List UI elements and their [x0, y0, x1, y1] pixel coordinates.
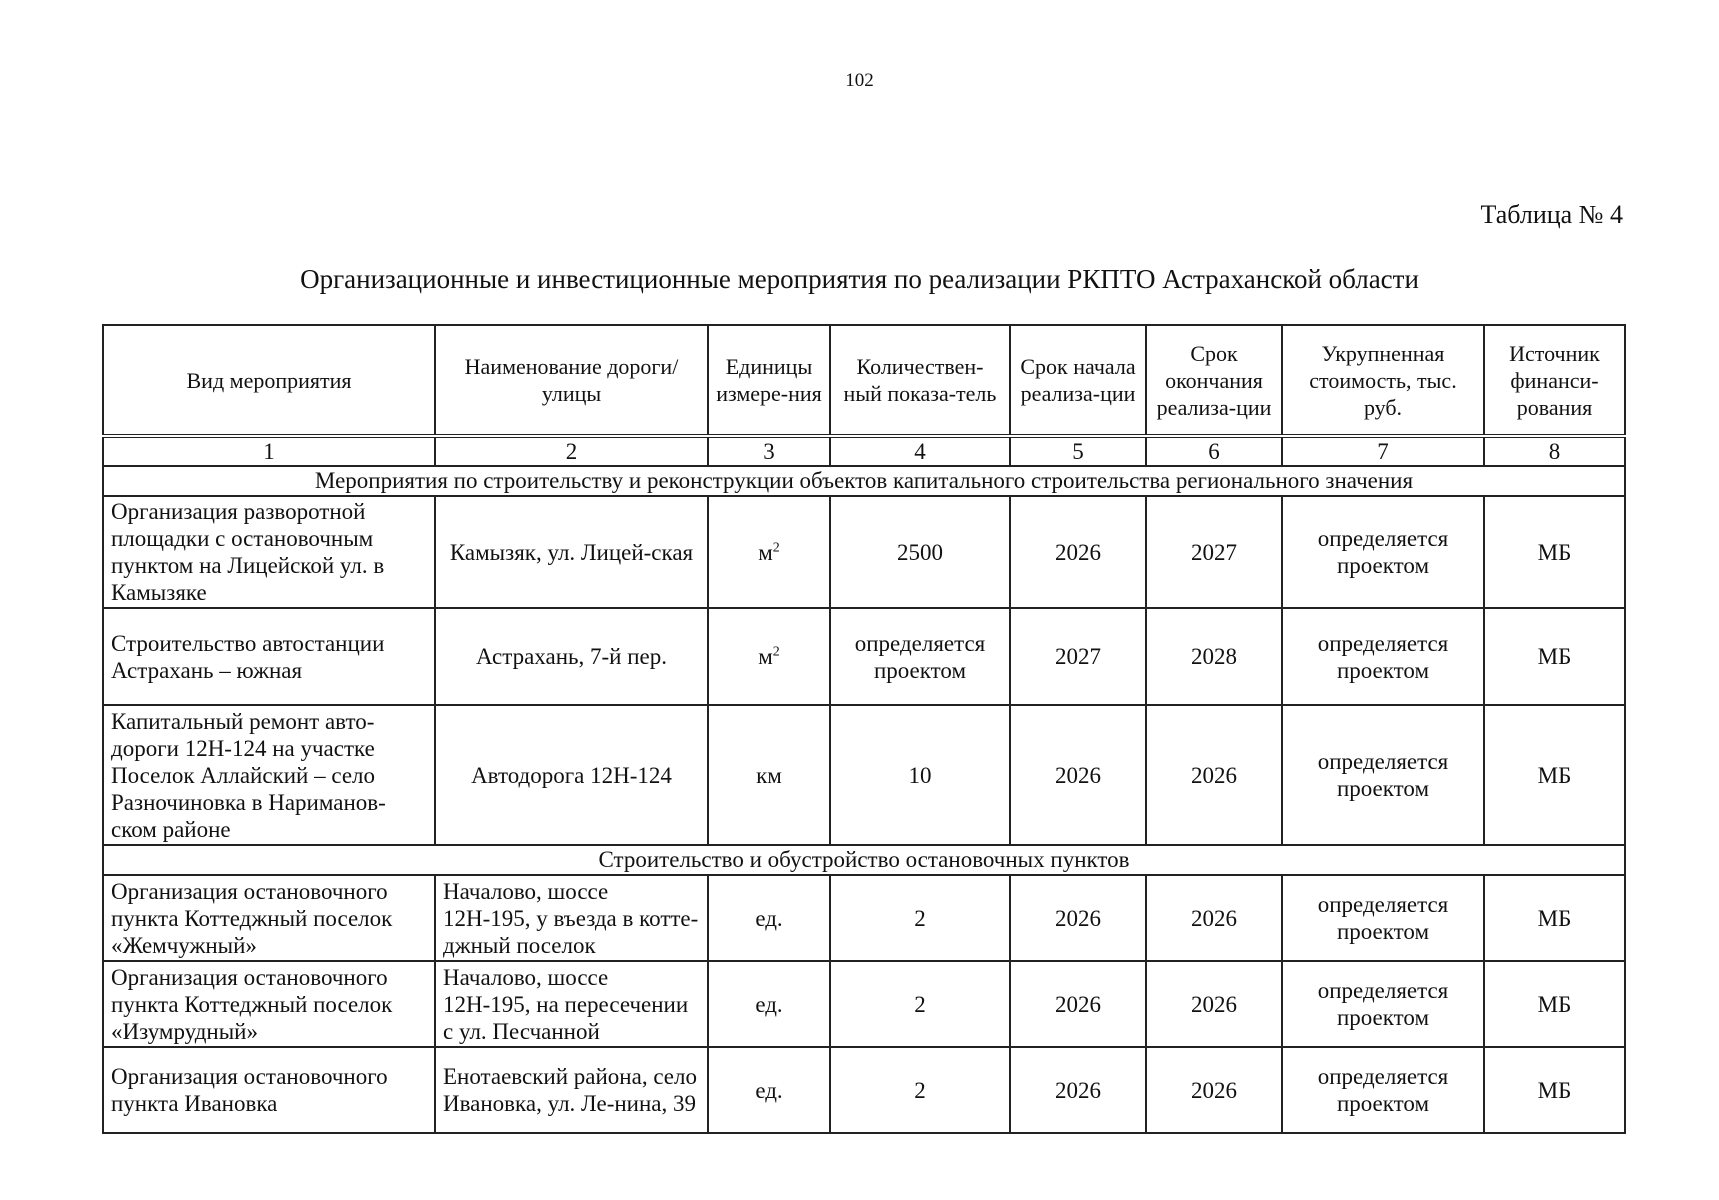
cell-unit [708, 875, 830, 961]
table-caption: Таблица № 4 [1480, 200, 1623, 229]
page-number: 102 [845, 70, 874, 91]
cell-quantity: 10 [830, 705, 1010, 845]
cell-funding-source: МБ [1484, 608, 1625, 705]
cell-end-year: 2026 [1146, 1047, 1282, 1133]
cell-start-year: 2026 [1010, 875, 1146, 961]
table-row [103, 961, 1625, 1047]
table-row [103, 1047, 1625, 1133]
cell-measure-type: Организация остановочного пункта Коттеджный поселок «Изумрудный» [103, 961, 435, 1047]
cell-road: Началово, шоссе 12Н-195, у въезда в котте-джный поселок [435, 875, 708, 961]
unit-superscript: 2 [772, 644, 780, 660]
cell-cost: определяется проектом [1282, 705, 1484, 845]
section-heading-row [103, 466, 1625, 496]
col-header-road: Наименование дороги/ улицы [435, 325, 708, 436]
column-number: 4 [830, 436, 1010, 466]
table-row [103, 705, 1625, 845]
cell-end-year: 2026 [1146, 961, 1282, 1047]
column-number: 3 [708, 436, 830, 466]
cell-funding-source: МБ [1484, 1047, 1625, 1133]
column-number: 1 [103, 436, 435, 466]
column-number: 7 [1282, 436, 1484, 466]
unit-text: ед. [755, 991, 783, 1017]
table-row [103, 496, 1625, 608]
column-number: 8 [1484, 436, 1625, 466]
cell-measure-type: Организация остановочного пункта Коттеджный поселок «Жемчужный» [103, 875, 435, 961]
cell-road: Камызяк, ул. Лицей-ская [435, 496, 708, 608]
cell-funding-source: МБ [1484, 496, 1625, 608]
col-header-cost: Укрупненная стоимость, тыс. руб. [1282, 325, 1484, 436]
unit-text: км [756, 762, 782, 788]
cell-unit [708, 705, 830, 845]
cell-unit [708, 1047, 830, 1133]
header-row [103, 325, 1625, 436]
cell-road: Астрахань, 7-й пер. [435, 608, 708, 705]
table-row [103, 875, 1625, 961]
column-number: 5 [1010, 436, 1146, 466]
cell-cost: определяется проектом [1282, 961, 1484, 1047]
cell-measure-type: Капитальный ремонт авто-дороги 12Н-124 на участке Поселок Аллайский – село Разночиновка в Нариманов-ском районе [103, 705, 435, 845]
cell-measure-type: Строительство автостанции Астрахань – южная [103, 608, 435, 705]
cell-start-year: 2026 [1010, 1047, 1146, 1133]
cell-start-year: 2027 [1010, 608, 1146, 705]
cell-unit [708, 496, 830, 608]
unit-superscript: 2 [772, 539, 780, 555]
cell-quantity: 2 [830, 875, 1010, 961]
col-header-source: Источник финанси-рования [1484, 325, 1625, 436]
cell-cost: определяется проектом [1282, 608, 1484, 705]
unit-text: ед. [755, 905, 783, 931]
table-row [103, 608, 1625, 705]
table-title: Организационные и инвестиционные мероприятия по реализации РКПТО Астраханской области [300, 264, 1419, 294]
cell-start-year: 2026 [1010, 961, 1146, 1047]
cell-end-year: 2028 [1146, 608, 1282, 705]
cell-road: Началово, шоссе 12Н-195, на пересечении с ул. Песчанной [435, 961, 708, 1047]
column-number-row [103, 436, 1625, 466]
cell-quantity: 2500 [830, 496, 1010, 608]
col-header-start: Срок начала реализа-ции [1010, 325, 1146, 436]
measures-table [102, 324, 1626, 1134]
cell-quantity: 2 [830, 1047, 1010, 1133]
column-number: 2 [435, 436, 708, 466]
col-header-unit: Единицы измере-ния [708, 325, 830, 436]
cell-unit [708, 961, 830, 1047]
cell-cost: определяется проектом [1282, 1047, 1484, 1133]
cell-funding-source: МБ [1484, 875, 1625, 961]
cell-quantity: 2 [830, 961, 1010, 1047]
cell-cost: определяется проектом [1282, 875, 1484, 961]
cell-end-year: 2027 [1146, 496, 1282, 608]
cell-measure-type: Организация разворотной площадки с остановочным пунктом на Лицейской ул. в Камызяке [103, 496, 435, 608]
cell-quantity: определяется проектом [830, 608, 1010, 705]
unit-text: ед. [755, 1077, 783, 1103]
col-header-type: Вид мероприятия [103, 325, 435, 436]
section-heading: Мероприятия по строительству и реконструкции объектов капитального строительства регионального значения [103, 466, 1625, 496]
unit-text: м [758, 539, 773, 565]
section-heading: Строительство и обустройство остановочных пунктов [103, 845, 1625, 875]
cell-funding-source: МБ [1484, 961, 1625, 1047]
cell-road: Автодорога 12Н-124 [435, 705, 708, 845]
cell-road: Енотаевский района, село Ивановка, ул. Ле-нина, 39 [435, 1047, 708, 1133]
cell-measure-type: Организация остановочного пункта Ивановка [103, 1047, 435, 1133]
cell-start-year: 2026 [1010, 705, 1146, 845]
col-header-quantity: Количествен-ный показа-тель [830, 325, 1010, 436]
col-header-end: Срок окончания реализа-ции [1146, 325, 1282, 436]
unit-text: м [758, 644, 773, 669]
cell-start-year: 2026 [1010, 496, 1146, 608]
cell-cost: определяется проектом [1282, 496, 1484, 608]
section-heading-row [103, 845, 1625, 875]
cell-unit [708, 608, 830, 705]
cell-end-year: 2026 [1146, 705, 1282, 845]
cell-funding-source: МБ [1484, 705, 1625, 845]
column-number: 6 [1146, 436, 1282, 466]
cell-end-year: 2026 [1146, 875, 1282, 961]
